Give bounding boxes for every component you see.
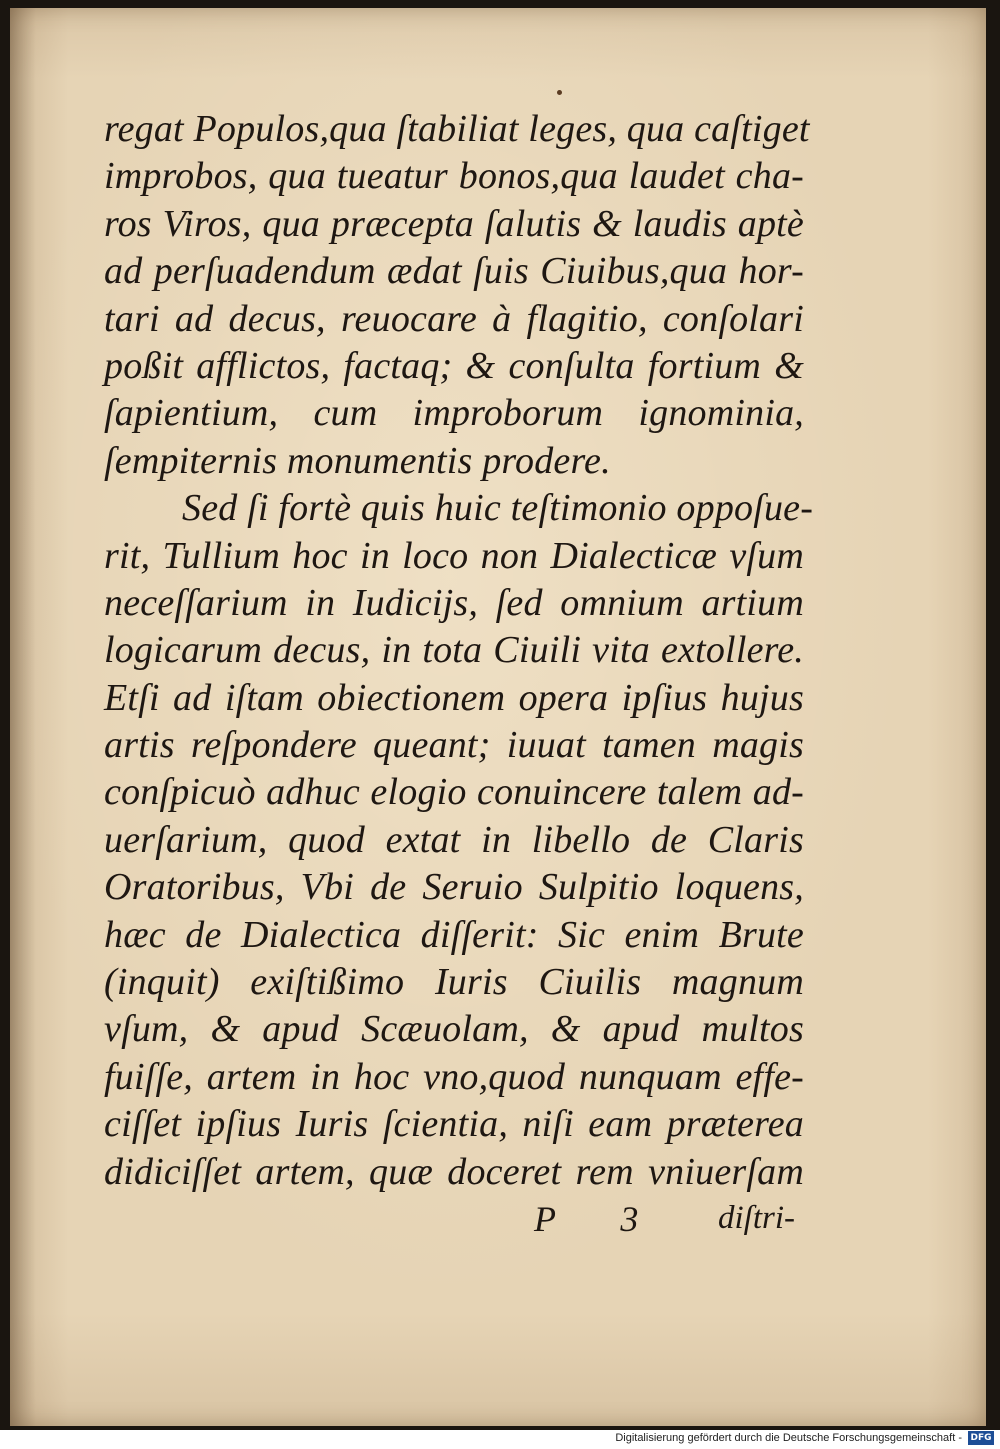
dfg-logo-icon: DFG [968, 1431, 994, 1445]
page-text-block [104, 106, 814, 1196]
text-line: tari ad decus, reuocare à flagitio, conſolari [104, 297, 804, 340]
signature-mark: P 3 [534, 1199, 667, 1239]
text-line: Oratoribus, Vbi de Seruio Sulpitio loquens, [104, 866, 804, 909]
text-line: ad perſuadendum ædat ſuis Ciuibus,qua hor- [104, 250, 804, 293]
text-line: neceſſarium in Iudicijs, ſed omnium artium [104, 581, 804, 624]
footer-credit: Digitalisierung gefördert durch die Deutsche Forschungsgemeinschaft - [615, 1432, 962, 1444]
text-line: Etſi ad iſtam obiectionem opera ipſius hujus [104, 676, 804, 719]
text-line: uerſarium, quod extat in libello de Claris [104, 818, 804, 861]
text-line: ros Viros, qua præcepta ſalutis & laudis aptè [104, 202, 804, 245]
text-line: regat Populos,qua ſtabiliat leges, qua caſtiget [104, 108, 810, 150]
text-line: vſum, & apud Scæuolam, & apud multos [104, 1008, 804, 1051]
catchword: diſtri- [718, 1200, 796, 1236]
text-line-paragraph-start: Sed ſi fortè quis huic teſtimonio oppoſue- [182, 487, 814, 530]
ink-spot [557, 90, 562, 95]
text-line: improbos, qua tueatur bonos,qua laudet cha- [104, 155, 804, 198]
text-line: artis reſpondere queant; iuuat tamen magis [104, 724, 804, 767]
text-line: conſpicuò adhuc elogio conuincere talem ad- [104, 771, 804, 814]
text-line: didiciſſet artem, quæ doceret rem vniuerſam [104, 1150, 804, 1193]
text-line: rit, Tullium hoc in loco non Dialecticæ vſum [104, 534, 804, 577]
text-line: ciſſet ipſius Iuris ſcientia, niſi eam præterea [104, 1103, 804, 1146]
text-line: (inquit) exiſtißimo Iuris Ciuilis magnum [104, 961, 804, 1004]
text-line: poßit afflictos, factaq; & conſulta fortium & [104, 344, 804, 387]
text-line: fuiſſe, artem in hoc vno,quod nunquam effe- [104, 1055, 804, 1098]
text-line: hæc de Dialectica diſſerit: Sic enim Brute [104, 913, 804, 956]
text-line: logicarum decus, in tota Ciuili vita extollere. [104, 629, 804, 672]
text-line: ſempiternis monumentis prodere. [104, 439, 611, 482]
text-line: ſapientium, cum improborum ignominia, [104, 392, 804, 435]
page-gutter-shadow [10, 8, 36, 1426]
